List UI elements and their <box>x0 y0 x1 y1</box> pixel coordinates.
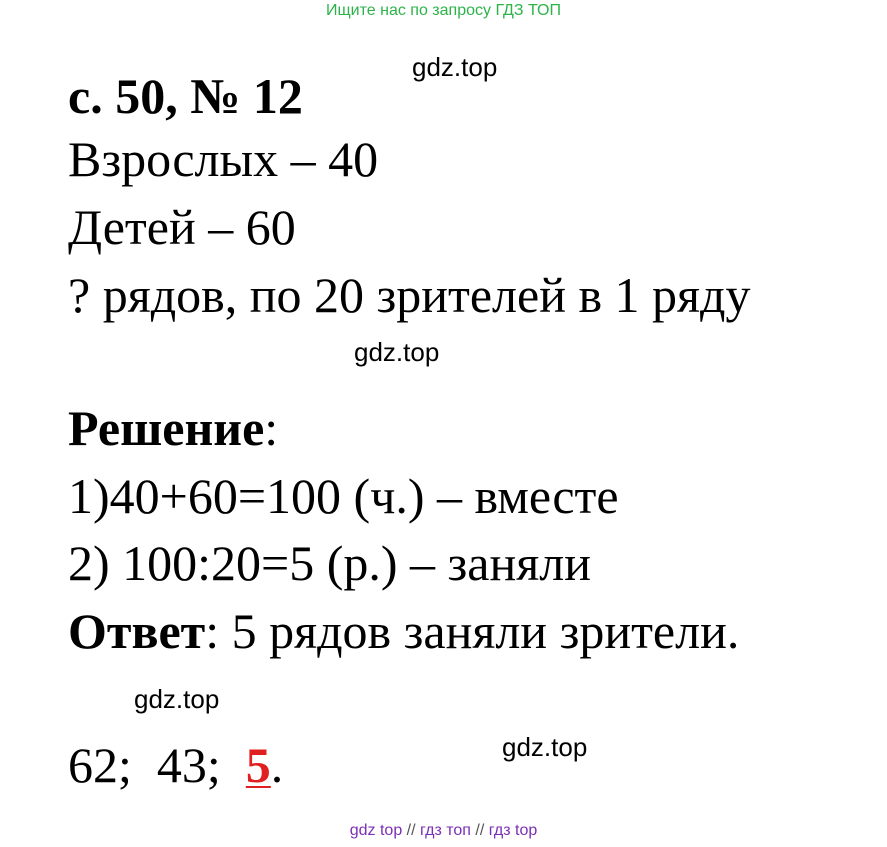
answer-text: : 5 рядов заняли зрители. <box>205 603 740 659</box>
condition-children: Детей – 60 <box>68 199 296 255</box>
footer-link-gdz-top-mixed[interactable]: гдз top <box>488 822 538 839</box>
footer-link-gdz-top-ru[interactable]: гдз топ <box>420 822 471 839</box>
page-title: с. 50, № 12 <box>68 68 303 124</box>
solution-step-1: 1)40+60=100 (ч.) – вместе <box>68 468 619 524</box>
footer-separator: // <box>475 822 485 839</box>
choices-suffix: . <box>270 737 284 793</box>
watermark: gdz.top <box>502 732 588 762</box>
choices-line <box>68 737 283 793</box>
solution-heading <box>68 400 278 456</box>
footer-links <box>0 822 887 840</box>
solution-colon: : <box>264 400 279 456</box>
footer-separator: // <box>406 822 416 839</box>
answer-line <box>68 603 739 659</box>
footer-link-gdz-top[interactable]: gdz top <box>349 822 403 839</box>
choices-prefix: 62; 43; <box>68 737 246 793</box>
watermark: gdz.top <box>412 52 498 82</box>
watermark: gdz.top <box>354 337 440 367</box>
condition-adults: Взрослых – 40 <box>68 131 379 187</box>
answer-label: Ответ <box>68 603 206 659</box>
top-banner[interactable]: Ищите нас по запросу ГДЗ ТОП <box>326 2 561 19</box>
watermark: gdz.top <box>134 684 220 714</box>
solution-step-2: 2) 100:20=5 (р.) – заняли <box>68 535 591 591</box>
condition-question: ? рядов, по 20 зрителей в 1 ряду <box>68 267 751 323</box>
solution-label: Решение <box>68 400 265 456</box>
selected-choice: 5 <box>245 737 271 793</box>
